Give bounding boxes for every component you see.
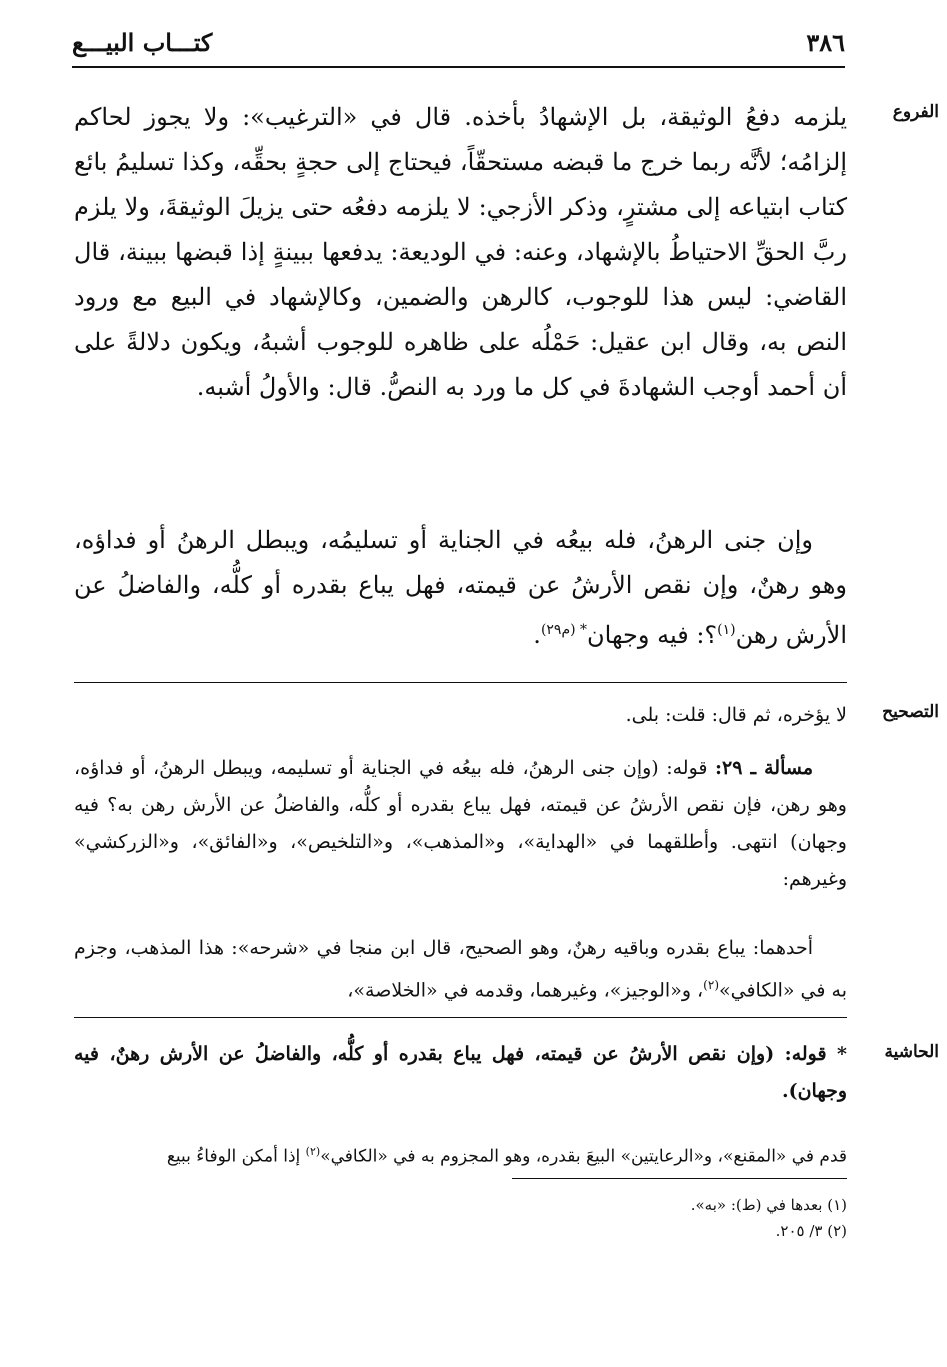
- footnote-ref-2: (٢): [703, 978, 719, 992]
- first-opinion-end: ، و«الوجيز»، وغيرهما، وقدمه في «الخلاصة»،: [347, 979, 704, 1002]
- page-number: ٣٨٦: [806, 28, 845, 57]
- side-label-hashiya: الحاشية: [884, 1042, 939, 1062]
- header-rule: [72, 66, 845, 68]
- masala-text: قوله: (وإن جنى الرهنُ، فله بيعُه في الجناية أو تسليمه، ويبطل الرهنُ، أو فداؤه، وهو رهن، فإن نقص الأرشُ عن قيمته، فهل يباع بقدره أو كلُّه، والفاضلُ عن الأرش رهن به؟ فيه وجهان) انتهى. وأطلقهما في «الهداية»، و«المذهب»، و«التلخيص»، و«الفائق»، و«الزركشي» وغيرهم:: [74, 757, 847, 890]
- furu-paragraph-1-text: يلزمه دفعُ الوثيقة، بل الإشهادُ بأخذه. قال في «الترغيب»: ولا يجوز لحاكم إلزامُه؛ لأنَّه ربما خرج ما قبضه مستحقّاً، فيحتاج إلى حجةٍ بحقِّه، وكذا تسليمُ بائع كتاب ابتياعه إلى مشترٍ، وذكر الأزجي: لا يلزمه دفعُه حتى يزيلَ الوثيقةَ، ولا يلزم ربَّ الحقِّ الاحتياطُ بالإشهاد، وعنه: في الوديعة: يدفعها ببينةٍ إذا قبضها ببينة، قال القاضي: ليس هذا للوجوب، كالرهن والضمين، وكالإشهاد في البيع مع ورود النص به، وقال ابن عقيل: حَمْلُه على ظاهره للوجوب أشبهُ، ويكون دلالةً على أن أحمد أوجب الشهادةَ في كل ما ورد به النصُّ. قال: والأولُ أشبه.: [74, 103, 848, 401]
- footnote-2: (٢) ٣/ ٢٠٥.: [775, 1222, 847, 1240]
- furu-paragraph-2-end: ؟: فيه وجهان: [587, 621, 718, 649]
- footnotes: [347, 1192, 847, 1244]
- furu-paragraph-1: [74, 95, 847, 410]
- side-label-tashih: التصحيح: [882, 702, 939, 722]
- hashiya-text: [74, 1133, 847, 1176]
- masala-label: مسألة ـ ٢٩:: [714, 757, 814, 779]
- side-label-furu: الفروع: [892, 102, 939, 122]
- book-title: كتـــاب البيـــع: [72, 28, 213, 57]
- tashih-line-1: [74, 697, 847, 734]
- hashiya-text-end: إذا أمكن الوفاءُ ببيع: [166, 1146, 306, 1167]
- hashiya-quote: [74, 1036, 847, 1110]
- tashih-first-opinion: [74, 930, 847, 1009]
- furu-paragraph-2-text: وإن جنى الرهنُ، فله بيعُه في الجناية أو تسليمُه، ويبطل الرهنُ أو فداؤه، وهو رهنٌ، وإن نقص الأرشُ عن قيمته، فهل يباع بقدره أو كلُّه، والفاضلُ عن الأرش رهن: [74, 526, 847, 649]
- first-opinion-text: أحدهما: يباع بقدره وباقيه رهنٌ، وهو الصحيح، قال ابن منجا في «شرحه»: هذا المذهب، وجزم به في «الكافي»: [74, 937, 847, 1002]
- tashih-line-1-text: لا يؤخره، ثم قال: قلت: بلى.: [625, 704, 847, 726]
- section-rule-hashiya: [74, 1017, 847, 1018]
- footnote-ref-1: (١): [717, 622, 736, 638]
- furu-paragraph-2-close: .: [533, 621, 541, 649]
- tashih-masala: [74, 750, 847, 898]
- section-rule-tashih: [74, 682, 847, 683]
- footnote-rule: [512, 1178, 847, 1179]
- hashiya-footnote-ref-2: (٢): [305, 1145, 321, 1158]
- hashiya-text-body: قدم في «المقنع»، و«الرعايتين» البيعَ بقدره، وهو المجزوم به في «الكافي»: [320, 1146, 847, 1167]
- furu-paragraph-2: [74, 518, 847, 658]
- footnote-1: (١) بعدها في (ط): «به».: [690, 1196, 847, 1214]
- page-header: [72, 28, 845, 68]
- hashiya-quote-text: * قوله: (وإن نقص الأرشُ عن قيمته، فهل يباع بقدره أو كلُّه، والفاضلُ عن الأرش رهنٌ، فيه وجهان).: [74, 1043, 847, 1102]
- masala-ref-29: * (م٢٩): [540, 622, 588, 638]
